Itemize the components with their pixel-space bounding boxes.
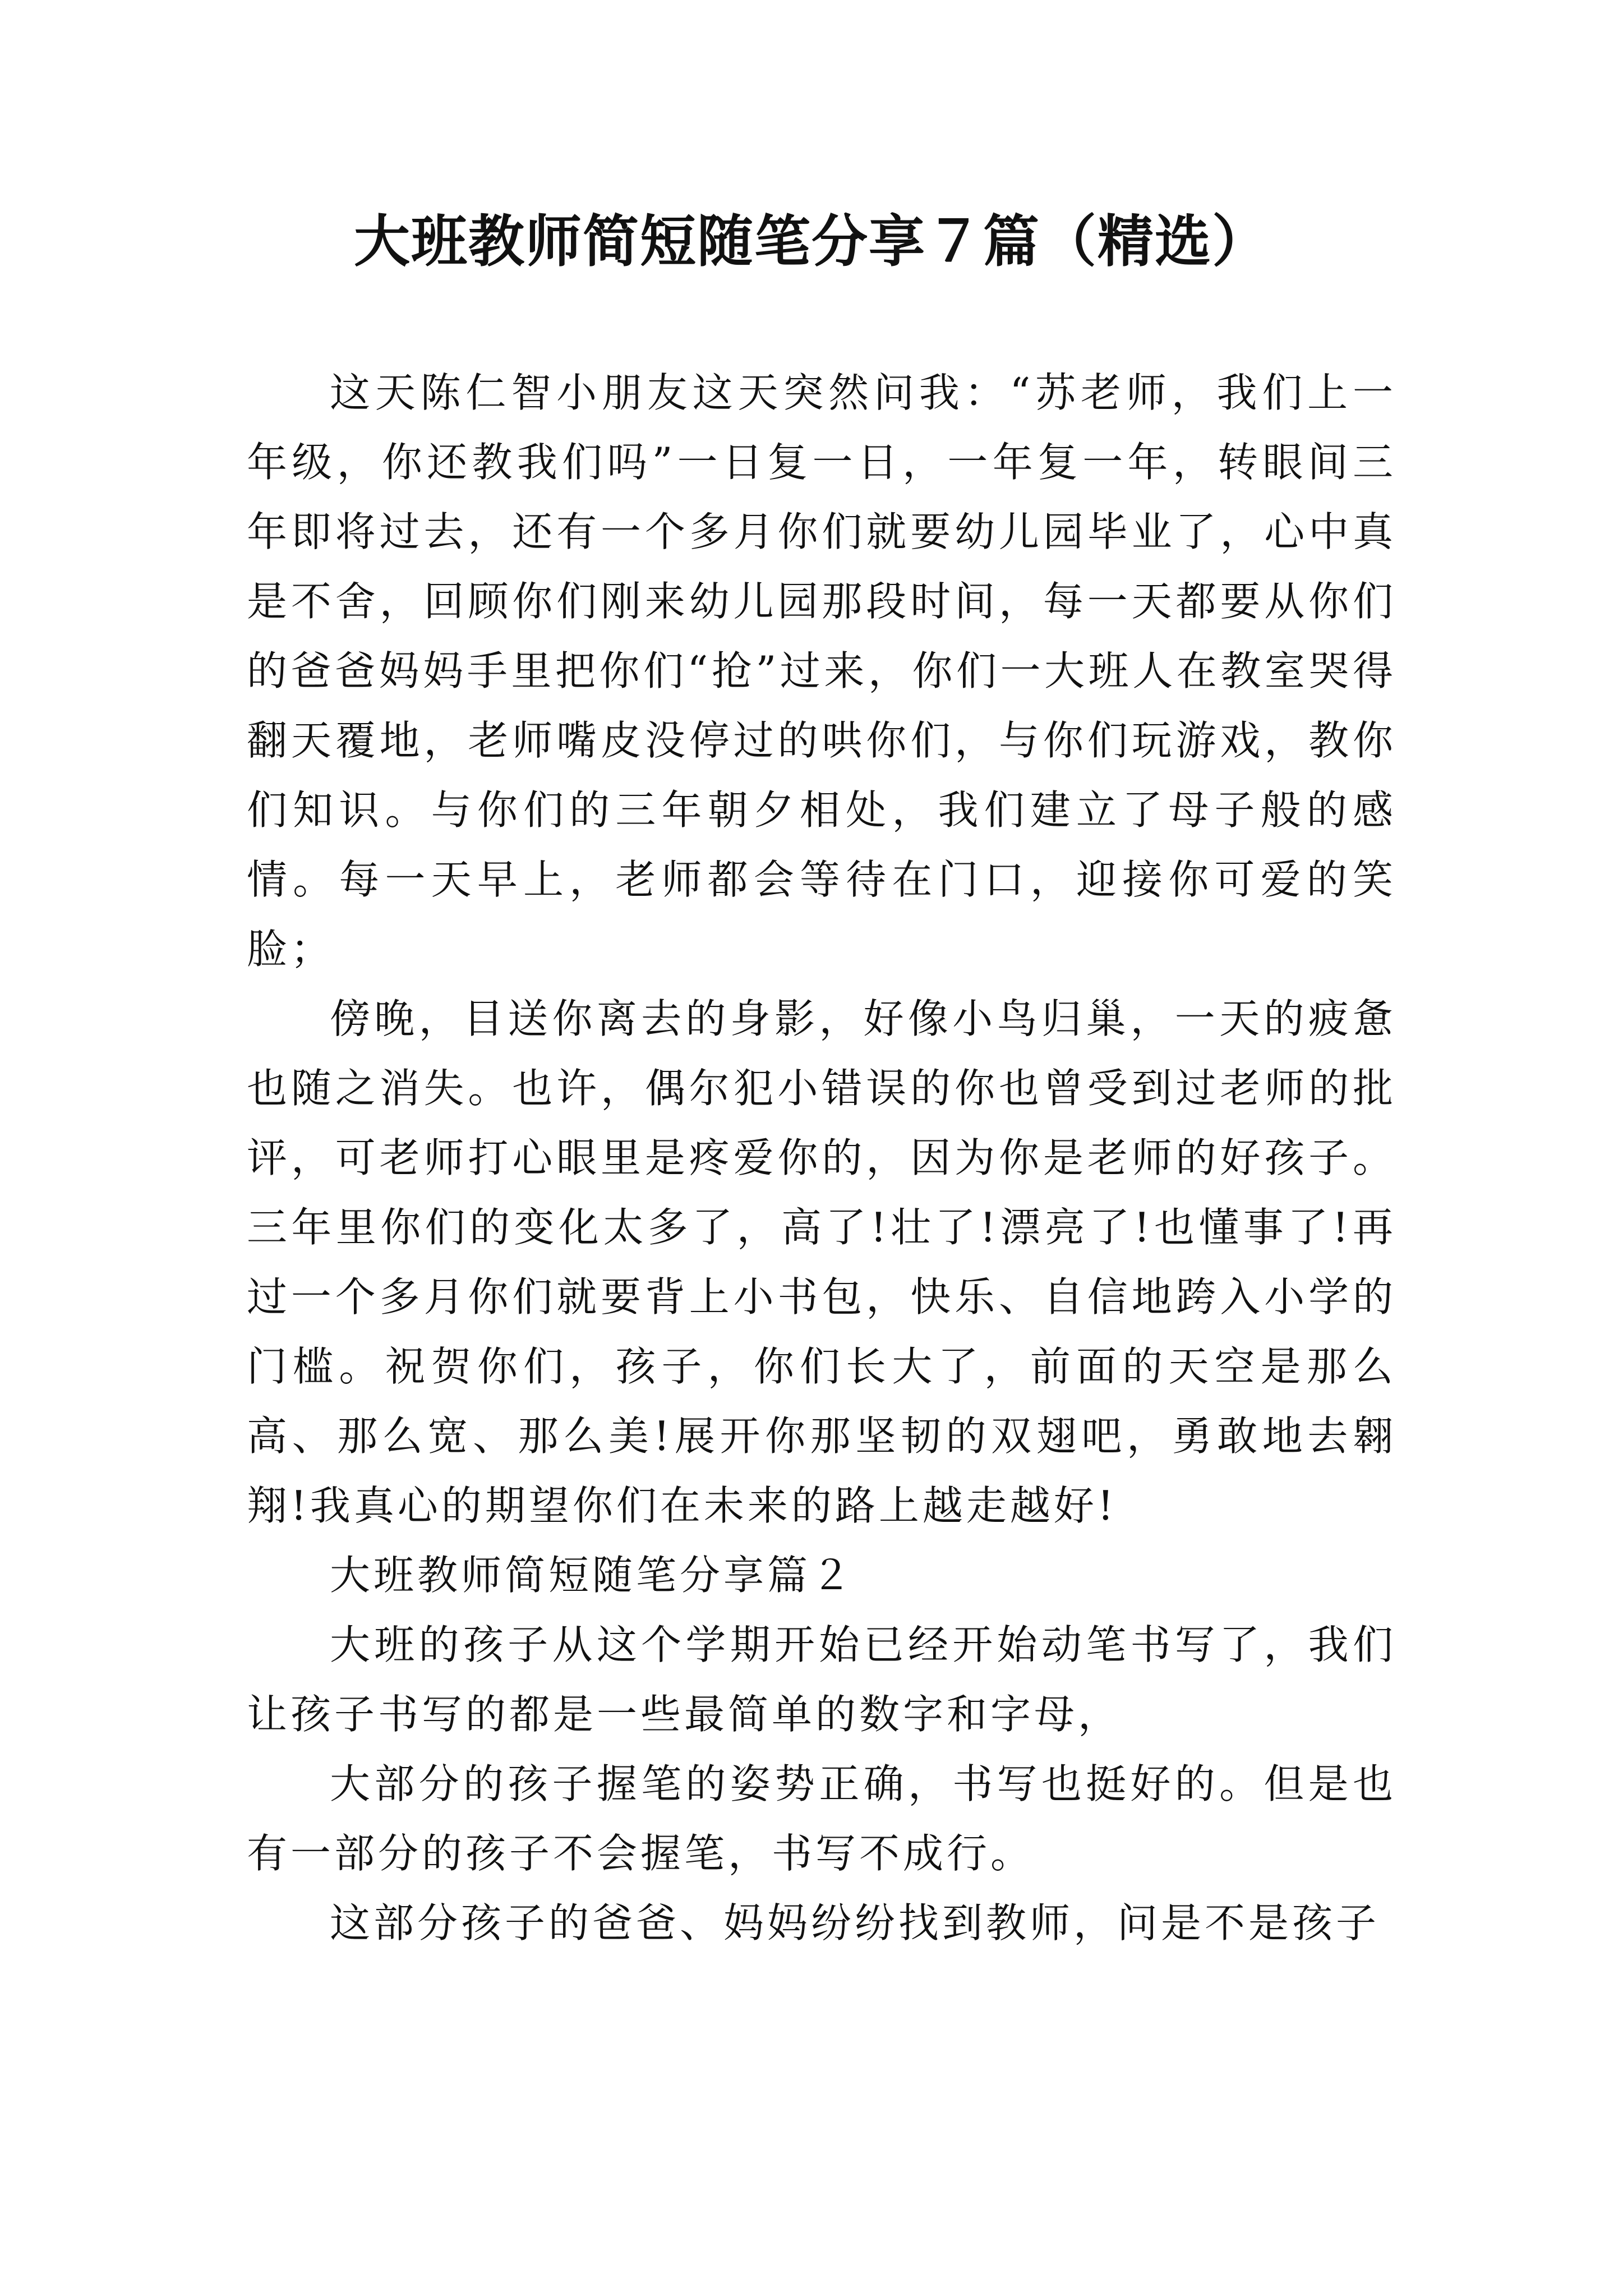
paragraph-5: 这部分孩子的爸爸、妈妈纷纷找到教师，问是不是孩子 <box>330 1899 1380 1947</box>
paragraph-3: 大班的孩子从这个学期开始已经开始动笔书写了，我们让孩子书写的都是一些最简单的数字和字母， <box>247 1621 1396 1738</box>
paragraph-4: 大部分的孩子握笔的姿势正确，书写也挺好的。但是也有一部分的孩子不会握笔，书写不成行。 <box>247 1760 1396 1877</box>
paragraph-2: 傍晚，目送你离去的身影，好像小鸟归巢，一天的疲惫也随之消失。也许，偶尔犯小错误的你也曾受到过老师的批评，可老师打心眼里是疼爱你的，因为你是老师的好孩子。三年里你们的变化太多了，高了!壮了!漂亮了!也懂事了!再过一个多月你们就要背上小书包，快乐、自信地跨入小学的门槛。祝贺你们，孩子，你们长大了，前面的天空是那么高、那么宽、那么美!展开你那坚韧的双翅吧，勇敢地去翱翔!我真心的期望你们在未来的路上越走越好! <box>247 995 1396 1529</box>
section-heading-2: 大班教师简短随笔分享篇２ <box>330 1552 855 1599</box>
document-title: 大班教师简短随笔分享７篇（精选） <box>354 208 1269 274</box>
paragraph-1: 这天陈仁智小朋友这天突然问我：“苏老师，我们上一年级，你还教我们吗”一日复一日，一年复一年，转眼间三年即将过去，还有一个多月你们就要幼儿园毕业了，心中真是不舍，回顾你们刚来幼儿园那段时间，每一天都要从你们的爸爸妈妈手里把你们“抢”过来，你们一大班人在教室哭得翻天覆地，老师嘴皮没停过的哄你们，与你们玩游戏，教你们知识。与你们的三年朝夕相处，我们建立了母子般的感情。每一天早上，老师都会等待在门口，迎接你可爱的笑脸； <box>247 369 1396 973</box>
document-body <box>247 358 1396 1958</box>
